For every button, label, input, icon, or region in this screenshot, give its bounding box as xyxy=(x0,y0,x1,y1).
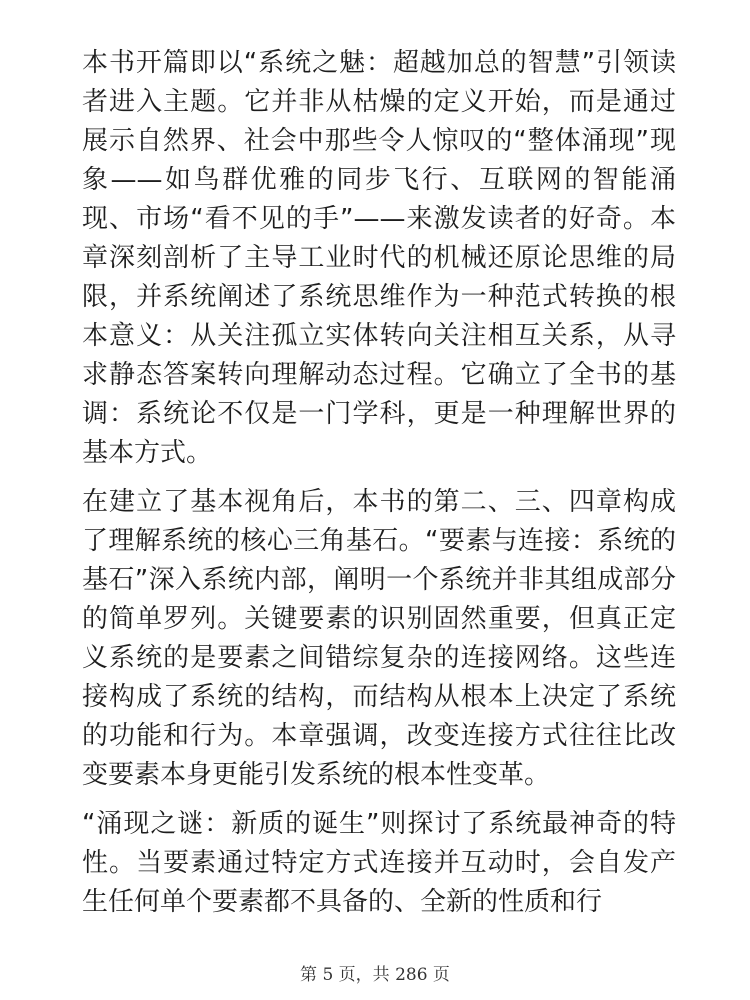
page-number-footer: 第 5 页，共 286 页 xyxy=(300,965,450,985)
body-text xyxy=(82,44,676,922)
paragraph-1: 本书开篇即以“系统之魅：超越加总的智慧”引领读者进入主题。它并非从枯燥的定义开始，而是通过展示自然界、社会中那些令人惊叹的“整体涌现”现象——如鸟群优雅的同步飞行、互联网的智能涌现、市场“看不见的手”——来激发读者的好奇。本章深刻剖析了主导工业时代的机械还原论思维的局限，并系统阐述了系统思维作为一种范式转换的根本意义：从关注孤立实体转向关注相互关系，从寻求静态答案转向理解动态过程。它确立了全书的基调：系统论不仅是一门学科，更是一种理解世界的基本方式。 xyxy=(82,48,676,468)
paragraph-2: 在建立了基本视角后，本书的第二、三、四章构成了理解系统的核心三角基石。“要素与连接：系统的基石”深入系统内部，阐明一个系统并非其组成部分的简单罗列。关键要素的识别固然重要，但真正定义系统的是要素之间错综复杂的连接网络。这些连接构成了系统的结构，而结构从根本上决定了系统的功能和行为。本章强调，改变连接方式往往比改变要素本身更能引发系统的根本性变革。 xyxy=(82,487,676,790)
paragraph-3: “涌现之谜：新质的诞生”则探讨了系统最神奇的特性。当要素通过特定方式连接并互动时，会自发产生任何单个要素都不具备的、全新的性质和行 xyxy=(82,809,676,917)
